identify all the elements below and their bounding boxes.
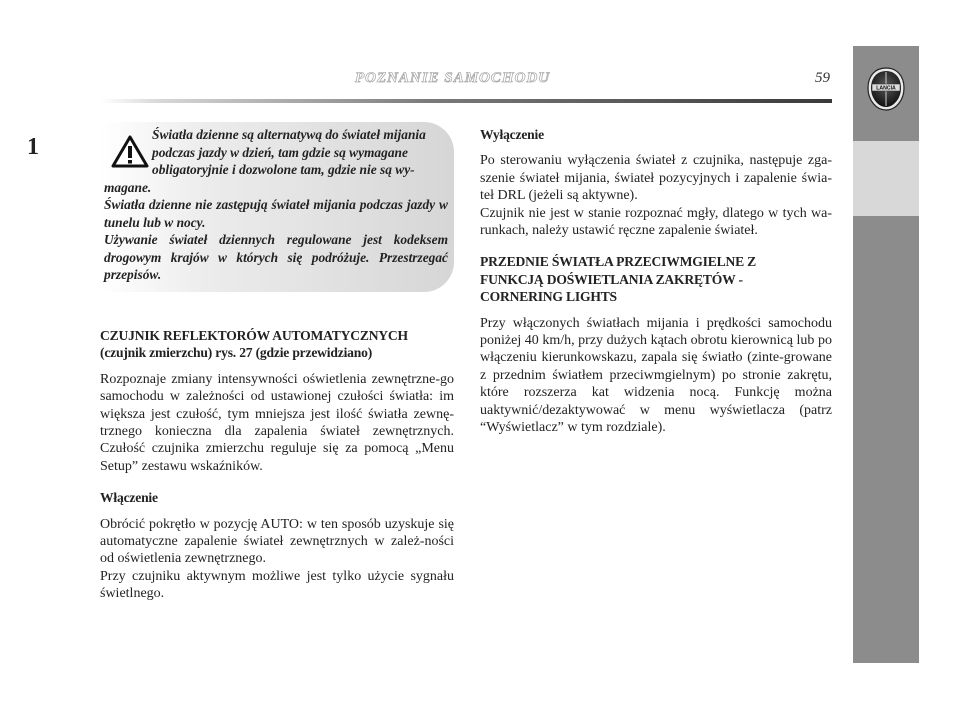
chapter-tab [853, 141, 919, 216]
sensor-heading-line-2: (czujnik zmierzchu) rys. 27 (gdzie przewidziano) [100, 345, 373, 361]
sensor-heading-line-1: CZUJNIK REFLEKTORÓW AUTOMATYCZNYCH [100, 328, 408, 343]
fog-paragraph: Czujnik nie jest w stanie rozpoznać mgły, dlatego w tych wa-runkach, należy ustawić ręczne zapalenie świateł. [480, 205, 832, 239]
switch-on-paragraph: Obrócić pokrętło w pozycję AUTO: w ten sposób uzyskuje się automatyczne zapalenie świateł zewnętrznych w zależ-ności od oświetlenia zewnętrznego. [100, 516, 454, 567]
switch-off-heading: Wyłączenie [480, 127, 544, 142]
left-column [100, 327, 454, 603]
cornering-heading-line-2: FUNKCJĄ DOŚWIETLANIA ZAKRĘTÓW - [480, 271, 743, 287]
sensor-paragraph: Rozpoznaje zmiany intensywności oświetlenia zewnętrzne-go samochodu w zależności od ustawionej czułości światła: im większa jest czułość, tym mniejsza jest ilość światła zewnę-trznego konieczna dla zapalenia świateł zewnętrznych. Czułość czujnika zmierzchu reguluje się za pomocą „Menu Setup” zestawu wskaźników. [100, 371, 454, 474]
chapter-number: 1 [27, 134, 39, 160]
warning-line-1: Światła dzienne są alternatywą do świateł mijania [152, 127, 426, 142]
logo-text: LANCIA [876, 85, 896, 92]
header-divider [100, 99, 832, 103]
cornering-paragraph: Przy włączonych światłach mijania i prędkości samochodu poniżej 40 km/h, przy dużych kątach obrotu kierownicą lub po włączeniu kierunkowskazu, zapala się światło (zinte-growane z przednim światłem przeciwmgielnym) po stronie zakrętu, które rozszerza kat widzenia nocą. Funkcję można uaktywnić/dezaktywować w menu wyświetlacza (patrz “Wyświetlacz” w tym rozdziale). [480, 315, 832, 436]
switch-off-paragraph: Po sterowaniu wyłączenia świateł z czujnika, następuje zga-szenie świateł mijania, świateł pozycyjnych i zapalenie świa-teł DRL (jeżeli są aktywne). [480, 153, 832, 204]
flash-signal-paragraph: Przy czujniku aktywnym możliwe jest tylko użycie sygnału świetlnego. [100, 568, 454, 602]
cornering-heading-line-1: PRZEDNIE ŚWIATŁA PRZECIWMGIELNE Z [480, 254, 757, 270]
switch-on-heading: Włączenie [100, 490, 158, 506]
logo-box [853, 46, 919, 130]
warning-paragraph-3: Używanie świateł dziennych regulowane jest kodeksem drogowym krajów w których się podróżuje. Przestrzegać przepisów. [104, 232, 448, 282]
page-number: 59 [815, 70, 830, 86]
right-column [480, 126, 832, 437]
warning-paragraph-2: Światła dzienne nie zastępują świateł mijania podczas jazdy w tunelu lub w nocy. [104, 197, 448, 230]
lancia-logo-icon [866, 66, 906, 112]
cornering-heading-line-3: CORNERING LIGHTS [480, 289, 617, 305]
page-header-title: POZNANIE SAMOCHODU [355, 70, 551, 86]
chapter-sidebar [853, 46, 919, 663]
warning-text [104, 126, 448, 284]
warning-line-4: magane. [104, 179, 152, 195]
warning-line-3: obligatoryjnie i dozwolone tam, gdzie nie są wy- [152, 162, 415, 177]
warning-line-2: podczas jazdy w dzień, tam gdzie są wymagane [152, 144, 408, 160]
